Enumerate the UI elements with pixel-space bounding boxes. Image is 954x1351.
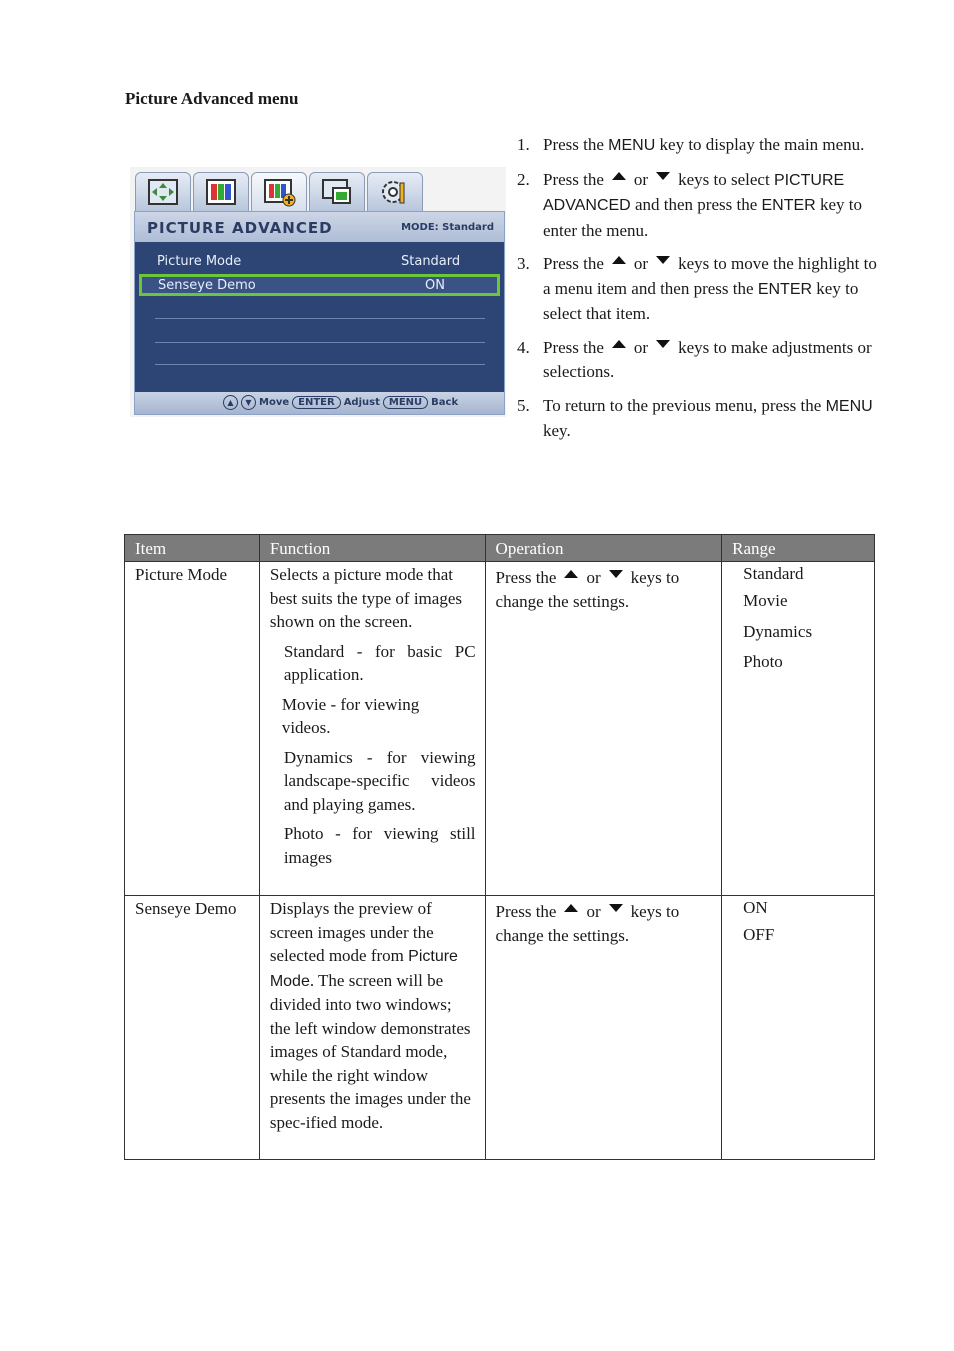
step-text: Press the bbox=[543, 169, 604, 189]
operation-text: Press the bbox=[495, 902, 557, 921]
down-arrow-icon bbox=[609, 904, 623, 912]
step-text: key to display the main menu. bbox=[655, 135, 865, 154]
table-header-row bbox=[125, 535, 875, 562]
step-text: Press the bbox=[543, 135, 609, 154]
osd-row-label: Picture Mode bbox=[157, 254, 242, 269]
osd-frame bbox=[134, 211, 505, 415]
osd-tabs bbox=[135, 172, 501, 212]
osd-divider bbox=[155, 342, 485, 343]
step-text: and then press the bbox=[630, 195, 762, 214]
down-arrow-icon bbox=[656, 256, 670, 264]
up-arrow-icon bbox=[564, 570, 578, 578]
range-value: ON bbox=[743, 898, 768, 917]
step-number: 4. bbox=[517, 337, 530, 357]
osd-row-senseye-demo[interactable] bbox=[139, 274, 500, 296]
step-text: or bbox=[633, 337, 649, 357]
step-text: or bbox=[633, 169, 649, 189]
step-text: key. bbox=[543, 421, 571, 440]
header-range: Range bbox=[722, 535, 875, 562]
key-name: MENU bbox=[825, 397, 873, 415]
key-name: MENU bbox=[608, 137, 656, 154]
step-number: 5. bbox=[517, 395, 530, 415]
osd-helpbar bbox=[135, 392, 504, 414]
picture-advanced-icon bbox=[264, 179, 296, 207]
operation-text: Press the bbox=[495, 568, 557, 587]
operation-text: or bbox=[586, 568, 601, 587]
step-4 bbox=[517, 336, 877, 385]
step-3 bbox=[517, 252, 877, 327]
table-row bbox=[125, 896, 875, 1160]
cell-item: Picture Mode bbox=[125, 562, 260, 896]
function-option: Photo - for viewing still images bbox=[283, 824, 476, 867]
range-value: Photo bbox=[743, 652, 783, 671]
cell-operation bbox=[485, 896, 722, 1160]
range-value: Movie bbox=[743, 591, 788, 610]
osd-row-label: Senseye Demo bbox=[158, 278, 256, 293]
step-1 bbox=[517, 133, 877, 159]
cell-item: Senseye Demo bbox=[125, 896, 260, 1160]
key-name: ENTER bbox=[757, 280, 813, 298]
osd-tab-system[interactable] bbox=[367, 172, 423, 212]
system-icon bbox=[380, 179, 410, 205]
osd-tab-picture-advanced[interactable] bbox=[251, 172, 307, 212]
cell-range bbox=[722, 896, 875, 1160]
osd-tab-osd[interactable] bbox=[309, 172, 365, 212]
function-text: . The screen will be divided into two windows; the left window demonstrates images of Standard mode, while the right window presents the images under the spec-ified mode. bbox=[269, 970, 471, 1132]
header-function: Function bbox=[259, 535, 485, 562]
step-text: or bbox=[633, 254, 649, 273]
up-arrow-icon bbox=[564, 904, 578, 912]
help-move: Move bbox=[259, 397, 290, 408]
step-number: 1. bbox=[517, 135, 530, 154]
help-menu-key: MENU bbox=[383, 396, 428, 409]
header-item: Item bbox=[125, 535, 260, 562]
osd-help bbox=[223, 395, 458, 410]
header-operation: Operation bbox=[485, 535, 722, 562]
down-arrow-icon bbox=[609, 570, 623, 578]
key-name: ENTER bbox=[761, 197, 816, 214]
function-option: Dynamics - for viewing landscape-specific videos and playing games. bbox=[283, 747, 476, 814]
function-intro: Selects a picture mode that best suits the type of images shown on the screen. bbox=[269, 565, 462, 631]
up-arrow-icon: ▲ bbox=[223, 395, 238, 410]
osd-divider bbox=[155, 318, 485, 319]
instruction-steps bbox=[517, 133, 877, 453]
picture-icon bbox=[206, 179, 236, 205]
osd-row-picture-mode[interactable] bbox=[139, 251, 500, 273]
step-number: 2. bbox=[517, 169, 530, 189]
operation-text: or bbox=[586, 902, 601, 921]
range-value: OFF bbox=[743, 925, 775, 944]
operation-text: keys to change the settings. bbox=[495, 902, 680, 945]
osd-tab-picture[interactable] bbox=[193, 172, 249, 212]
osd-tab-display[interactable] bbox=[135, 172, 191, 212]
step-text: To return to the previous menu, press the bbox=[543, 395, 826, 415]
osd-divider bbox=[155, 364, 485, 365]
step-text: keys to select bbox=[678, 169, 774, 189]
help-back: Back bbox=[431, 397, 459, 408]
down-arrow-icon bbox=[656, 340, 670, 348]
down-arrow-icon bbox=[656, 172, 670, 180]
step-2 bbox=[517, 168, 877, 244]
step-text: Press the bbox=[543, 254, 604, 273]
help-adjust: Adjust bbox=[343, 397, 380, 408]
step-text: keys to make adjustments or selections. bbox=[543, 337, 872, 381]
function-option: Standard - for basic PC application. bbox=[283, 641, 476, 684]
page-heading: Picture Advanced menu bbox=[125, 89, 299, 108]
down-arrow-icon: ▼ bbox=[241, 395, 256, 410]
range-value: Standard bbox=[743, 564, 804, 583]
up-arrow-icon bbox=[612, 340, 626, 348]
settings-table bbox=[124, 534, 875, 1160]
operation-text: keys to change the settings. bbox=[495, 568, 680, 611]
step-5 bbox=[517, 394, 877, 444]
osd-row-value: ON bbox=[425, 278, 445, 293]
osd-screenshot bbox=[130, 167, 506, 417]
table-row bbox=[125, 562, 875, 896]
cell-range bbox=[722, 562, 875, 896]
step-text: key to select that item. bbox=[543, 278, 859, 323]
step-text: keys to move the highlight to a menu item and then press the bbox=[543, 254, 877, 298]
help-enter-key: ENTER bbox=[292, 396, 341, 409]
step-text: Press the bbox=[543, 337, 604, 357]
key-name: Picture Mode bbox=[269, 948, 458, 990]
cell-function bbox=[259, 562, 485, 896]
range-value: Dynamics bbox=[743, 621, 813, 641]
up-arrow-icon bbox=[612, 172, 626, 180]
osd-title: PICTURE ADVANCED bbox=[147, 219, 333, 237]
key-name: PICTURE ADVANCED bbox=[543, 171, 845, 214]
osd-mode: MODE: Standard bbox=[401, 222, 494, 233]
osd-row-value: Standard bbox=[401, 254, 461, 269]
function-text: Displays the preview of screen images under the selected mode from bbox=[269, 899, 434, 965]
osd-icon bbox=[322, 179, 352, 205]
cell-function bbox=[259, 896, 485, 1160]
function-option: Movie - for viewing videos. bbox=[281, 694, 420, 737]
cell-operation bbox=[485, 562, 722, 896]
step-text: key to enter the menu. bbox=[543, 195, 863, 240]
step-number: 3. bbox=[517, 254, 530, 273]
up-arrow-icon bbox=[612, 256, 626, 264]
osd-titlebar bbox=[135, 212, 504, 242]
display-icon bbox=[148, 179, 178, 205]
